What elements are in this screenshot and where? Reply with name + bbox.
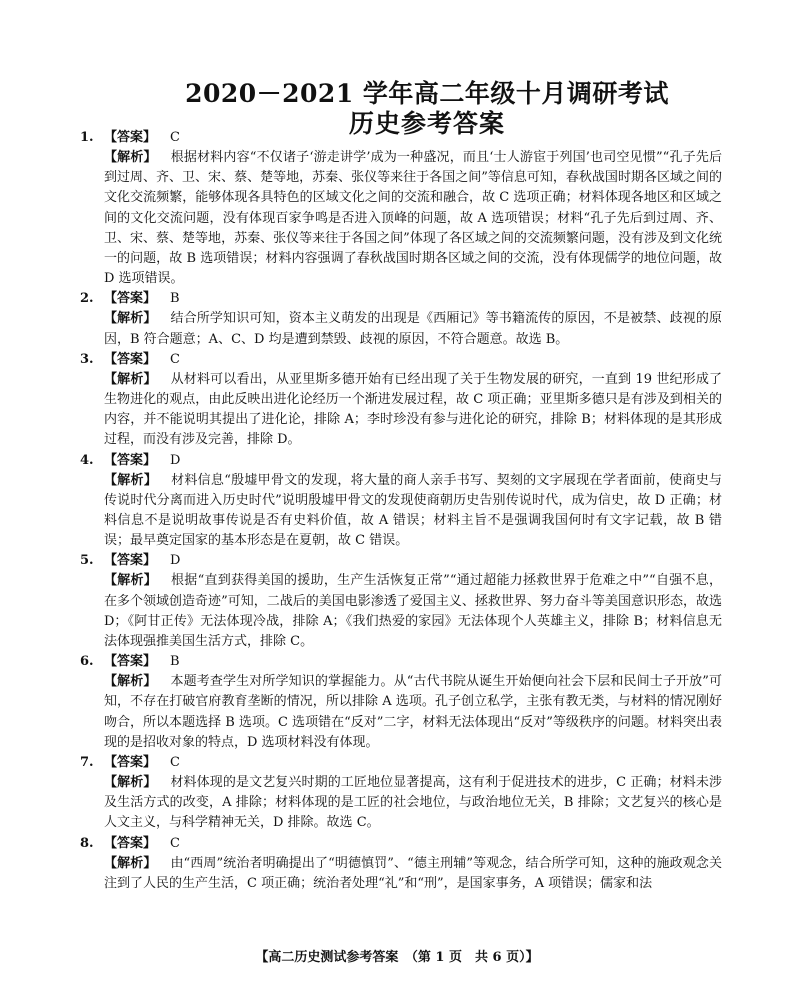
analysis-text: 材料体现的是文艺复兴时期的工匠地位显著提高，这有利于促进技术的进步，C 正确；材料未涉及生活方式的改变，A 排除；材料体现的是工匠的社会地位，与政治地位无关，B 排除；文艺复兴的核心是人文主义，与科学精神无关，D 排除。故选 C。 bbox=[104, 775, 722, 831]
answer-value: B bbox=[170, 291, 180, 307]
answer-label: 【答案】 bbox=[104, 755, 157, 771]
answer-item bbox=[80, 128, 722, 289]
analysis-paragraph bbox=[104, 471, 722, 552]
answer-line bbox=[80, 652, 722, 672]
answer-label: 【答案】 bbox=[104, 130, 157, 145]
analysis-text: 从材料可以看出，从亚里斯多德开始有已经出现了关于生物发展的研究，一直到 19 世纪形成了生物进化的观点，由此反映出进化论经历一个渐进发展过程，故 C 项正确；亚里斯多德只是有涉及到相关的内容，并不能说明其提出了进化论，排除 A；李时珍没有参与进化论的研究，排除 B；材料体现的是其形成过程，而没有涉及完善，排除 D。 bbox=[104, 371, 722, 448]
analysis-label: 【解析】 bbox=[104, 674, 157, 690]
answer-value: C bbox=[170, 130, 180, 145]
analysis-label: 【解析】 bbox=[104, 150, 157, 165]
question-number: 1. bbox=[80, 130, 94, 145]
answer-label: 【答案】 bbox=[104, 553, 157, 569]
document-title: 2020－2021 学年高二年级十月调研考试 bbox=[185, 79, 669, 108]
analysis-text: 由“西周”统治者明确提出了“明德慎罚”、“德主刑辅”等观念，结合所学可知，这种的施政观念关注到了人民的生产生活，C 项正确；统治者处理“礼”和“刑”，是国家事务，A 项错误；儒家和法 bbox=[104, 855, 722, 891]
analysis-paragraph bbox=[104, 571, 722, 652]
answer-line bbox=[80, 289, 722, 309]
answer-item bbox=[80, 652, 722, 753]
analysis-label: 【解析】 bbox=[104, 371, 157, 387]
question-number: 2. bbox=[80, 291, 94, 307]
answer-label: 【答案】 bbox=[104, 835, 157, 851]
answer-label: 【答案】 bbox=[104, 452, 157, 468]
question-number: 4. bbox=[80, 452, 94, 468]
document-subtitle: 历史参考答案 bbox=[348, 109, 505, 138]
analysis-paragraph bbox=[104, 148, 722, 289]
answer-line bbox=[80, 834, 722, 854]
answer-item bbox=[80, 753, 722, 834]
answer-item bbox=[80, 350, 722, 451]
answer-line bbox=[80, 753, 722, 773]
answer-item bbox=[80, 551, 722, 652]
answer-item bbox=[80, 834, 722, 894]
answer-label: 【答案】 bbox=[104, 291, 157, 307]
answer-line bbox=[80, 128, 722, 148]
analysis-label: 【解析】 bbox=[104, 472, 158, 488]
answer-value: C bbox=[170, 755, 180, 771]
analysis-label: 【解析】 bbox=[104, 775, 157, 791]
answer-line bbox=[80, 451, 722, 471]
answer-value: D bbox=[170, 452, 181, 468]
question-number: 3. bbox=[80, 351, 94, 367]
answer-value: C bbox=[170, 351, 180, 367]
answer-list bbox=[80, 128, 722, 894]
analysis-paragraph bbox=[104, 309, 722, 349]
analysis-text: 本题考查学生对所学知识的掌握能力。从“古代书院从诞生开始便向社会下层和民间士子开放”可知，不存在打破官府教育垄断的情况，所以排除 A 选项。孔子创立私学，主张有教无类，与材料的情况刚好吻合，所以本题选择 B 选项。C 选项错在“反对”二字，材料无法体现出“反对”等级秩序的问题。材料突出表现的是招收对象的特点，D 选项材料没有体现。 bbox=[104, 674, 722, 750]
answer-label: 【答案】 bbox=[104, 351, 157, 367]
analysis-label: 【解析】 bbox=[104, 573, 158, 589]
analysis-text: 根据材料内容“不仅诸子‘游走讲学’成为一种盛况，而且‘士人游宦于列国’也司空见惯”“孔子先后到过周、齐、卫、宋、蔡、楚等地，苏秦、张仪等来往于各国之间”等信息可知，春秋战国时期各区域之间的文化交流频繁，能够体现各具特色的区域文化之间的交流和融合，故 C 选项正确；材料体现各地区和区域之间的文化交流问题，没有体现百家争鸣是否进入顶峰的问题，故 A 选项错误；材料“孔子先后到过周、齐、卫、宋、蔡、楚等地，苏秦、张仪等来往于各国之间”体现了各区域之间的交流频繁问题，没有涉及到文化统一的问题，故 B 选项错误；材料内容强调了春秋战国时期各区域之间的交流，没有体现儒学的地位问题，故 D 选项错误。 bbox=[104, 150, 722, 287]
analysis-paragraph bbox=[104, 854, 722, 894]
analysis-text: 根据“直到获得美国的援助，生产生活恢复正常”“通过超能力拯救世界于危难之中”“自强不息，在多个领域创造奇迹”可知，二战后的美国电影渗透了爱国主义、拯救世界、努力奋斗等美国意识形态，故选 D；《阿甘正传》无法体现冷战，排除 A；《我们热爱的家园》无法体现个人英雄主义，排除 B；材料信息无法体现强推美国生活方式，排除 C。 bbox=[104, 573, 722, 650]
analysis-paragraph bbox=[104, 370, 722, 451]
answer-line bbox=[80, 551, 722, 571]
question-number: 7. bbox=[80, 755, 94, 771]
answer-label: 【答案】 bbox=[104, 654, 157, 670]
answer-item bbox=[80, 451, 722, 552]
analysis-paragraph bbox=[104, 773, 722, 834]
answer-value: B bbox=[170, 654, 180, 670]
answer-line bbox=[80, 350, 722, 370]
analysis-label: 【解析】 bbox=[104, 855, 157, 871]
question-number: 5. bbox=[80, 553, 94, 569]
analysis-text: 结合所学知识可知，资本主义萌发的出现是《西厢记》等书籍流传的原因，不是被禁、歧视的原因，B 符合题意；A、C、D 均是遭到禁毁、歧视的原因，不符合题意。故选 B。 bbox=[104, 311, 722, 347]
answer-value: C bbox=[170, 835, 180, 851]
analysis-text: 材料信息“殷墟甲骨文的发现，将大量的商人亲手书写、契刻的文字展现在学者面前，使商史与传说时代分离而进入历史时代”说明殷墟甲骨文的发现使商朝历史告别传说时代，成为信史，故 D 正确；材料信息不是说明故事传说是否有史料价值，故 A 错误；材料主旨不是强调我国何时有文字记载，故 B 错误；最早奠定国家的基本形态是在夏朝，故 C 错误。 bbox=[104, 472, 722, 549]
analysis-label: 【解析】 bbox=[104, 311, 157, 327]
analysis-paragraph bbox=[104, 672, 722, 753]
answer-item bbox=[80, 289, 722, 349]
question-number: 8. bbox=[80, 835, 94, 851]
page-footer: 【高二历史测试参考答案 （第 1 页 共 6 页）】 bbox=[255, 950, 539, 965]
question-number: 6. bbox=[80, 654, 94, 670]
answer-value: D bbox=[170, 553, 181, 569]
